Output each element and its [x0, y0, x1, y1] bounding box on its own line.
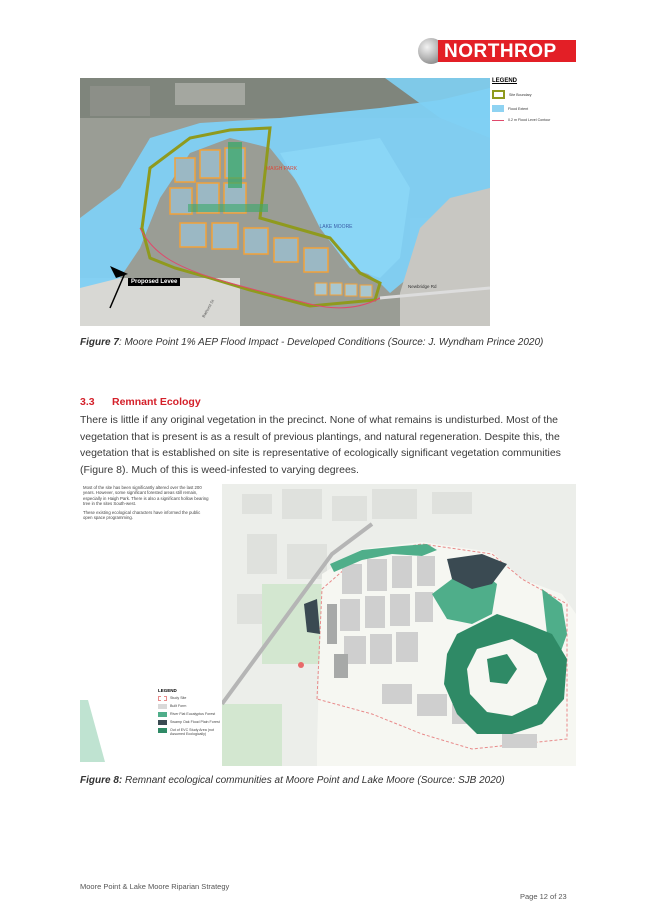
- legend-item: [492, 105, 582, 112]
- legend-item-label: River Flat Eucalyptus Forest: [170, 712, 216, 716]
- footer-document-title: Moore Point & Lake Moore Riparian Strategy: [80, 882, 230, 891]
- figure8-caption: [80, 774, 575, 788]
- footer-page-number: Page 12 of 23: [520, 892, 567, 901]
- legend-item: [158, 704, 224, 709]
- study-site-swatch: [158, 696, 167, 701]
- legend-item: [158, 696, 224, 701]
- legend-item-label: Flood Extent: [508, 106, 529, 111]
- contour-line-swatch: [492, 120, 504, 121]
- figure8-note-2: These existing ecological characters have informed the public open space programming.: [83, 509, 201, 521]
- swamp-oak-swatch: [158, 720, 167, 725]
- figure8-label: Figure 8:: [80, 775, 123, 786]
- legend-item-label: Study Site: [170, 696, 187, 700]
- figure7-legend: [492, 78, 582, 174]
- built-form-swatch: [158, 704, 167, 709]
- section-title: Remnant Ecology: [112, 396, 201, 408]
- figure8-legend: [158, 688, 224, 736]
- legend-item: [158, 728, 224, 736]
- ecology-map: [222, 484, 576, 766]
- figure7-label: Figure 7: [80, 337, 119, 348]
- figure8-note-1: Most of the site has been significantly altered over the last 200 years. However, some significant forested areas still remain, especially in Haigh Park. There is also a significant hollow bearing tree in the sites South-west.: [83, 485, 209, 507]
- legend-item-label: Built Form: [170, 704, 187, 708]
- legend-item: [158, 720, 224, 725]
- figure8-note: [83, 485, 211, 520]
- flood-impact-map: [80, 78, 490, 326]
- figure8-caption-text: Remnant ecological communities at Moore Point and Lake Moore (Source: SJB 2020): [122, 775, 505, 786]
- legend-item: [492, 90, 582, 99]
- legend-title: LEGEND: [492, 78, 518, 84]
- ecology-map-graphic: [222, 484, 576, 766]
- figure7-caption: [80, 336, 575, 350]
- flood-extent-swatch: [492, 105, 504, 112]
- proposed-levee-label: Proposed Levee: [128, 278, 180, 286]
- figure7-caption-text: : Moore Point 1% AEP Flood Impact - Developed Conditions (Source: J. Wyndham Prince 2020): [118, 337, 544, 348]
- street-label: Bathurst St: [200, 298, 216, 319]
- newbridge-rd-label: Newbridge Rd: [408, 284, 437, 289]
- river-flat-forest-swatch: [158, 712, 167, 717]
- map-inset-strip: [80, 700, 105, 762]
- section-heading: [80, 396, 201, 408]
- body-paragraph: There is little if any original vegetation in the precinct. None of what remains is undisturbed. Most of the vegetation that is present is as a result of previous plantings, and natural regeneration. Despite this, the vegetation that is established on site is representative of ecologically significant vegetation communities (Figure 8). Much of this is weed-infested to varying degrees.: [80, 414, 561, 476]
- northrop-logo: [418, 38, 576, 64]
- legend-item-label: 0.2 m Flood Level Contour: [508, 118, 551, 122]
- legend-item-label: Site Boundary: [509, 92, 532, 97]
- logo-banner: [438, 40, 576, 62]
- lake-moore-label: LAKE MOORE: [319, 224, 353, 230]
- maigh-park-label: MAIGH PARK: [266, 166, 298, 172]
- site-boundary-swatch: [492, 90, 505, 99]
- logo-text: NORTHROP: [444, 41, 557, 62]
- legend-item: [492, 118, 582, 122]
- out-of-evc-swatch: [158, 728, 167, 733]
- legend-item: [158, 712, 224, 717]
- legend-title: LEGEND: [158, 688, 177, 693]
- section-number: 3.3: [80, 396, 95, 408]
- legend-item-label: Swamp Oak Flood Plain Forest: [170, 720, 220, 724]
- legend-item-label: Out of EVC Study Area (not Assumed Ecologically): [170, 728, 214, 737]
